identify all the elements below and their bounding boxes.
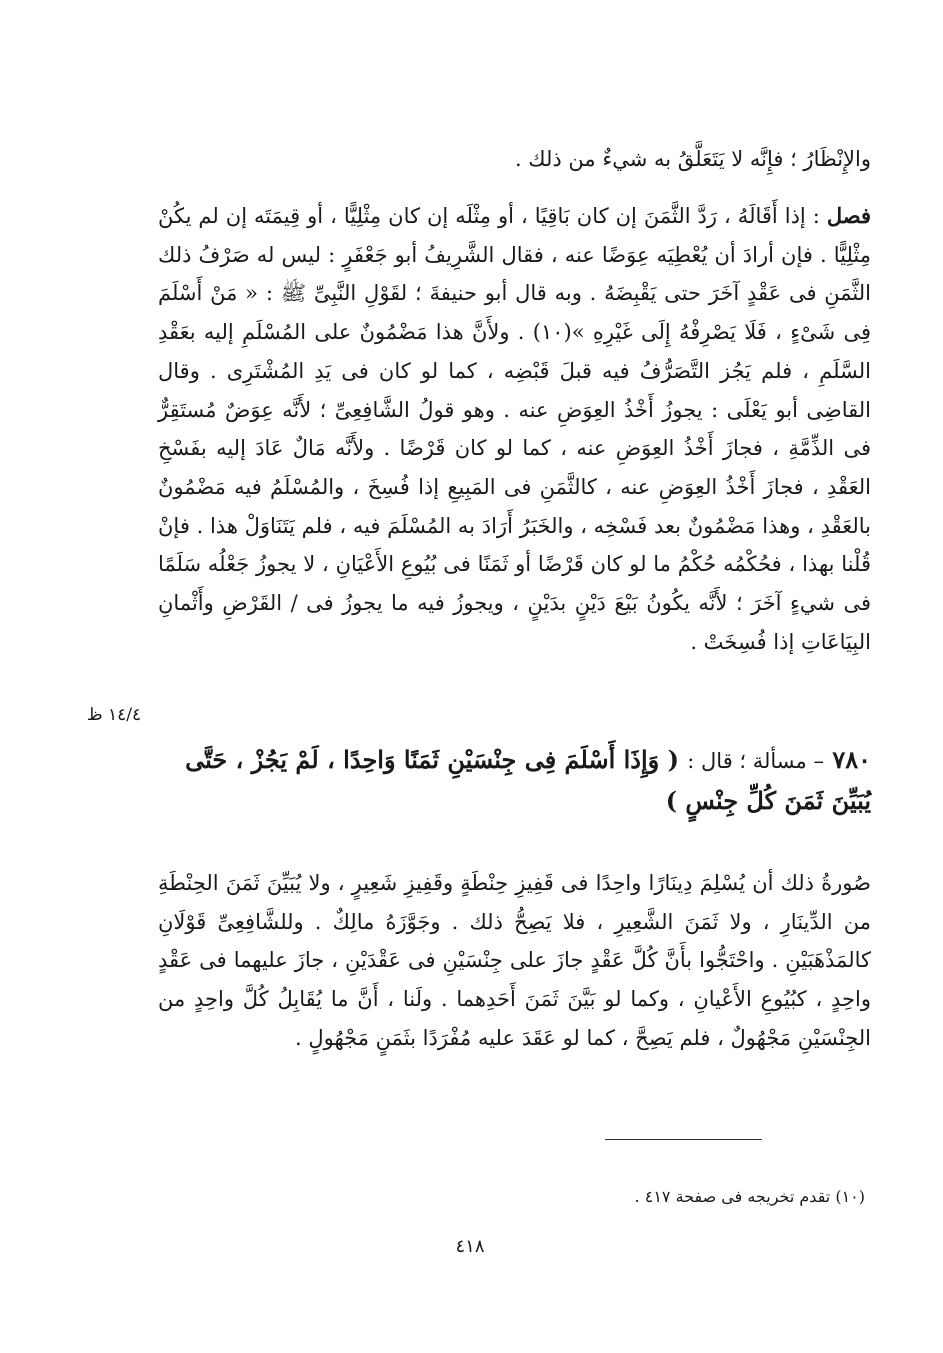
paragraph-text: صُورةُ ذلك أن يُسْلِمَ دِينَارًا واحِدًا فى قَفِيزِ حِنْطَةٍ وقَفِيزِ شَعِيرٍ ، ولا يُبَيِّنَ ثَمَنَ الحِنْطَةِ من الدِّينَارِ ، ولا ثَمَنَ الشَّعِيرِ ، فلا يَصِحُّ ذلك . وجَوَّزَهُ مالِكٌ . وللشَّافِعِىِّ قَوْلَانِ كالمَذْهَبَيْنِ . واحْتَجُّوا بأَنَّ كُلَّ عَقْدٍ جازَ على جِنْسَيْنِ فى عَقْدَيْنِ ، جازَ عليهما فى عَقْدٍ واحِدٍ ، كبُيُوعِ الأَعْيانِ ، وكما لو بَيَّنَ ثَمَنَ أَحَدِهما . ولَنا ، أَنَّ ما يُقَابِلُ كُلَّ واحِدٍ من الجِنْسَيْنِ مَجْهُولٌ ، فلم يَصِحَّ ، كما لو عَقَدَ عليه مُفْرَدًا بثَمَنٍ مَجْهُولٍ . [158,871,871,1050]
issue-prefix: – مسألة ؛ قال : [687,749,824,773]
footnote-divider [605,1139,762,1140]
paragraph-section [158,197,871,661]
paragraph-explanation [158,864,871,1058]
section-heading-word: فصل [826,203,871,228]
page-number: ٤١٨ [455,1236,485,1257]
margin-folio-note: ١٤/٤ ظ [86,705,142,725]
issue-text: ( وَإِذَا أَسْلَمَ فِى جِنْسَيْنِ ثَمَنًا وَاحِدًا ، لَمْ يَجُزْ ، حَتَّى يُبَيِّنَ ثَمَنَ كُلِّ جِنْسٍ ) [185,745,871,815]
paragraph-text: والإِنْظَارُ ؛ فإِنَّه لا يَتَعَلَّقُ به شيءٌ من ذلك . [514,147,871,171]
paragraph-continuation [158,140,871,179]
paragraph-text: : إذا أَقَالَهُ ، رَدَّ الثَّمَنَ إن كان بَاقِيًا ، أو مِثْلَه إن كان مِثْلِيًّا ، أو قِيمَتَه إن لم يكُنْ مِثْلِيًّا . فإن أرادَ أن يُعْطِيَه عِوَضًا عنه ، فقال الشَّرِيفُ أبو جَعْفَرٍ : ليس له صَرْفُ ذلك الثَّمَنِ فى عَقْدٍ آخَرَ حتى يَقْبِضَهُ . وبه قال أبو حنيفةَ ؛ لقَوْلِ النَّبِىِّ ﷺ : « مَنْ أَسْلَمَ فِى شَىْءٍ ، فَلَا يَصْرِفْهُ إِلَى غَيْرِهِ »(١٠) . ولأَنَّ هذا مَضْمُونٌ على المُسْلَمِ إليه بعَقْدِ السَّلَمِ ، فلم يَجُز التَّصَرُّفُ فيه قبلَ قَبْضِه ، كما لو كان فى يَدِ المُشْتَرِى . وقال القاضِى أبو يَعْلَى : يجوزُ أَخْذُ العِوَضِ عنه . وهو قولُ الشَّافِعِىِّ ؛ لأَنَّه عِوَضٌ مُستَقِرٌّ فى الذِّمَّةِ ، فجازَ أَخْذُ العِوَضِ عنه ، كما لو كان قَرْضًا . ولأَنَّه مَالٌ عَادَ إليه بفَسْخِ العَقْدِ ، فجازَ أَخْذُ العِوَضِ عنه ، كالثَّمَنِ فى المَبِيعِ إذا فُسِخَ ، والمُسْلَمُ فيه مَضْمُونٌ بالعَقْدِ ، وهذا مَضْمُونٌ بعد فَسْخِه ، والخَبَرُ أَرَادَ به المُسْلَمَ فيه ، فلم يَتَنَاوَلْ هذا . فإنْ قُلْنا بهذا ، فحُكْمُه حُكْمُ ما لو كان قَرْضًا أو ثَمَنًا فى بُيُوعِ الأَعْيَانِ ، لا يجوزُ جَعْلُه سَلَمًا فى شيءٍ آخَرَ ؛ لأَنَّه يكُونُ بَيْعَ دَيْنٍ بدَيْنٍ ، ويجوزُ فيه ما يجوزُ فى / القَرْضِ وأَثْمانِ البِيَاعَاتِ إذا فُسِخَتْ . [158,204,871,654]
footnote: (١٠) تقدم تخريجه فى صفحة ٤١٧ . [634,1187,865,1206]
issue-heading [158,740,871,821]
issue-number: ٧٨٠ [832,745,871,774]
